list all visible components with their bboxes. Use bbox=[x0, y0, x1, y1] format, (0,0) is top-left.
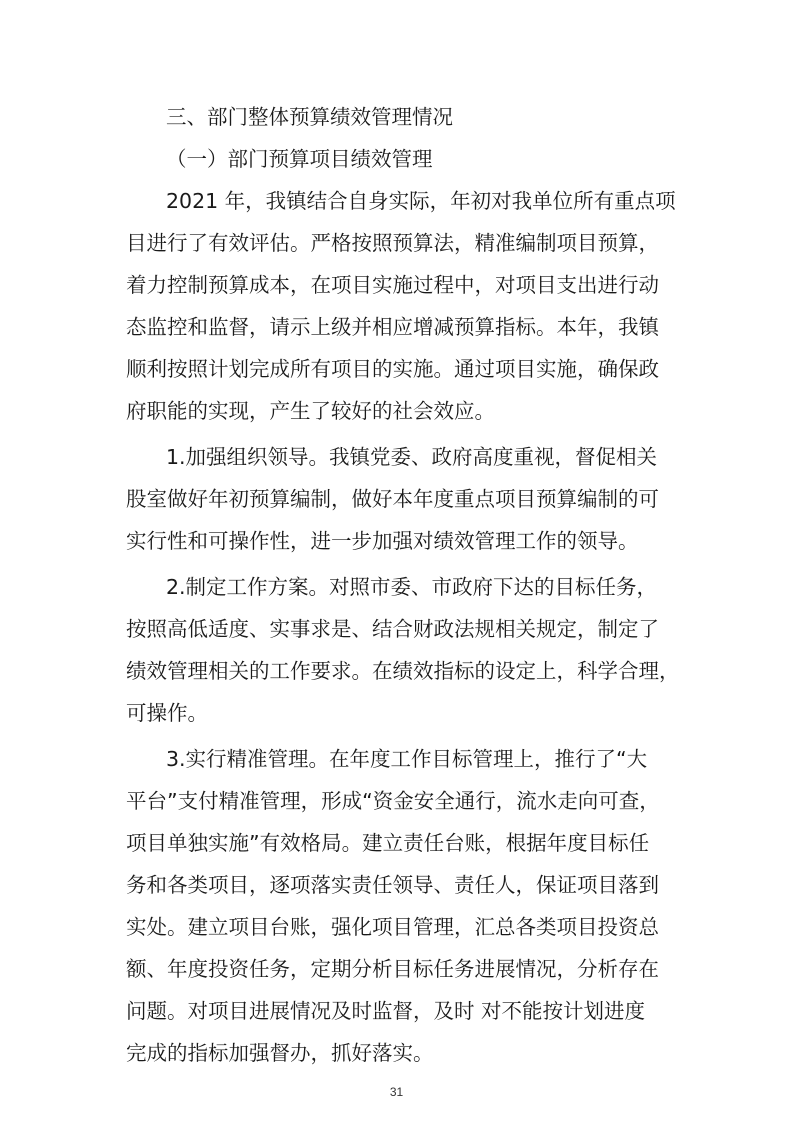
subsection-heading: （一）部门预算项目绩效管理 bbox=[166, 147, 433, 171]
paragraph-line: 态监控和监督，请示上级并相应增减预算指标。本年，我镇 bbox=[126, 315, 659, 339]
paragraph-line: 实处。建立项目台账，强化项目管理，汇总各类项目投资总 bbox=[126, 915, 659, 939]
paragraph-line: 3.实行精准管理。在年度工作目标管理上，推行了“大 bbox=[166, 747, 648, 771]
paragraph-line: 额、年度投资任务，定期分析目标任务进展情况，分析存在 bbox=[126, 957, 659, 981]
paragraph-line: 2.制定工作方案。对照市委、市政府下达的目标任务， bbox=[166, 575, 658, 599]
paragraph-line: 问题。对项目进展情况及时监督，及时 对不能按计划进度 bbox=[126, 999, 646, 1023]
section-heading: 三、部门整体预算绩效管理情况 bbox=[166, 105, 453, 129]
paragraph-line: 着力控制预算成本，在项目实施过程中，对项目支出进行动 bbox=[126, 273, 659, 297]
paragraph-line: 绩效管理相关的工作要求。在绩效指标的设定上，科学合理， bbox=[126, 659, 680, 683]
paragraph-line: 按照高低适度、实事求是、结合财政法规相关规定，制定了 bbox=[126, 617, 659, 641]
paragraph-line: 府职能的实现，产生了较好的社会效应。 bbox=[126, 399, 495, 423]
paragraph-line: 项目单独实施”有效格局。建立责任台账，根据年度目标任 bbox=[126, 831, 650, 855]
paragraph-line: 2021 年，我镇结合自身实际，年初对我单位所有重点项 bbox=[166, 189, 676, 213]
paragraph-line: 可操作。 bbox=[126, 701, 208, 725]
paragraph-line: 完成的指标加强督办，抓好落实。 bbox=[126, 1041, 434, 1065]
paragraph-line: 务和各类项目，逐项落实责任领导、责任人，保证项目落到 bbox=[126, 873, 659, 897]
paragraph-line: 实行性和可操作性，进一步加强对绩效管理工作的领导。 bbox=[126, 529, 639, 553]
paragraph-line: 目进行了有效评估。严格按照预算法，精准编制项目预算， bbox=[126, 231, 659, 255]
page-number: 31 bbox=[389, 1085, 404, 1099]
paragraph-line: 平台”支付精准管理，形成“资金安全通行，流水走向可查， bbox=[126, 789, 660, 813]
paragraph-line: 1.加强组织领导。我镇党委、政府高度重视，督促相关 bbox=[166, 445, 658, 469]
paragraph-line: 股室做好年初预算编制，做好本年度重点项目预算编制的可 bbox=[126, 487, 659, 511]
paragraph-line: 顺利按照计划完成所有项目的实施。通过项目实施，确保政 bbox=[126, 357, 659, 381]
